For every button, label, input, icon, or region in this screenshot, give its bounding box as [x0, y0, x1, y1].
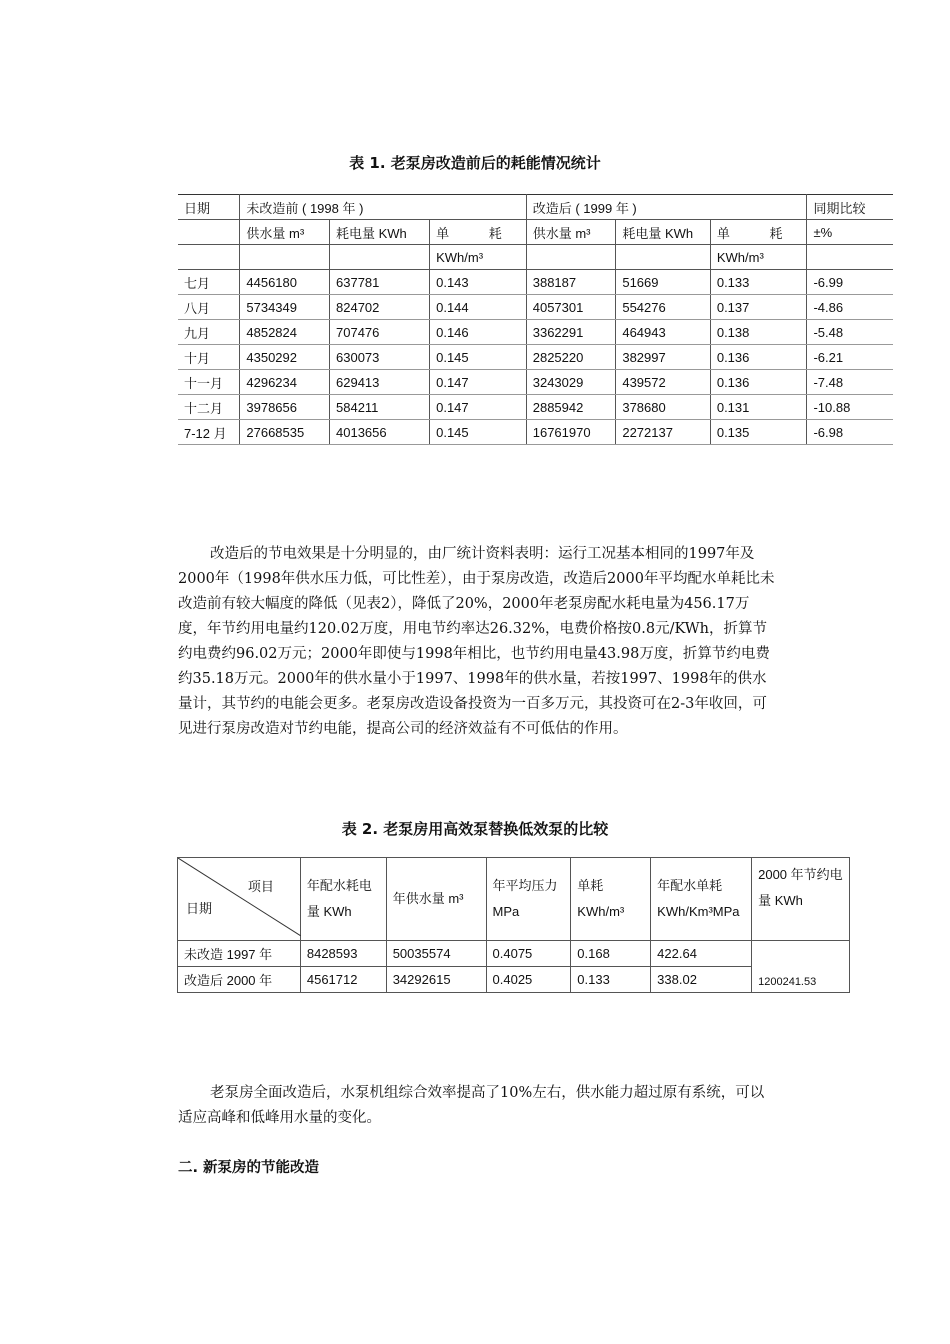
table2-row — [178, 967, 850, 993]
table1-cell: 584211 — [330, 395, 430, 420]
table1-empty-cell — [178, 245, 240, 270]
table1-cell: 707476 — [330, 320, 430, 345]
table2-cell: 0.4075 — [486, 941, 571, 967]
table2-diagonal-header — [178, 858, 301, 941]
table2-caption: 表 2. 老泵房用高效泵替换低效泵的比较 — [341, 820, 609, 838]
table1-cell: 0.144 — [430, 295, 527, 320]
table1-row — [178, 420, 893, 445]
table2-row-label: 未改造 1997 年 — [178, 941, 301, 967]
table1-cell: 4350292 — [240, 345, 330, 370]
table1-unit-header-after: KWh/m³ — [710, 245, 807, 270]
table1-cell: 0.138 — [710, 320, 807, 345]
table1-month-cell: 七月 — [178, 270, 240, 295]
table1-cell: 51669 — [616, 270, 711, 295]
table1-power-header: 耗电量 KWh — [330, 220, 430, 245]
table1-date-header: 日期 — [178, 195, 240, 220]
section-heading: 二. 新泵房的节能改造 — [178, 1160, 320, 1176]
table2-cell: 4561712 — [300, 967, 386, 993]
paragraph-2-text: 老泵房全面改造后，水泵机组综合效率提高了10%左右，供水能力超过原有系统，可以适应高峰和低峰用水量的变化。 — [178, 1085, 765, 1126]
table1-cell: 630073 — [330, 345, 430, 370]
table2-row — [178, 941, 850, 967]
table1-cell: 637781 — [330, 270, 430, 295]
table1-cell: 0.137 — [710, 295, 807, 320]
table2-cell: 50035574 — [386, 941, 486, 967]
table1-cell: 0.146 — [430, 320, 527, 345]
paragraph-efficiency — [178, 1081, 778, 1131]
table1-cell: 4057301 — [526, 295, 616, 320]
table1-unit-header: KWh/m³ — [430, 245, 527, 270]
table1-cell: 439572 — [616, 370, 711, 395]
table2-saving-cell: 1200241.53 — [752, 941, 850, 993]
table1-cell: -7.48 — [807, 370, 893, 395]
table1-cell: 554276 — [616, 295, 711, 320]
table1-cell: 4296234 — [240, 370, 330, 395]
table1-cell: 382997 — [616, 345, 711, 370]
table2-cell: 338.02 — [651, 967, 752, 993]
table2-cell: 34292615 — [386, 967, 486, 993]
table1-cell: -5.48 — [807, 320, 893, 345]
table1-month-cell: 7-12 月 — [178, 420, 240, 445]
table1-empty-cell — [616, 245, 711, 270]
table1-cell: -4.86 — [807, 295, 893, 320]
table2-date-label: 日期 — [186, 901, 213, 916]
table1-cell: 3362291 — [526, 320, 616, 345]
table2-col5-header: 年配水单耗 KWh/Km³MPa — [651, 858, 752, 941]
table2-row-label: 改造后 2000 年 — [178, 967, 301, 993]
table2-col3-header: 年平均压力 MPa — [486, 858, 571, 941]
table1-cell: 27668535 — [240, 420, 330, 445]
table1-month-cell: 九月 — [178, 320, 240, 345]
table1-empty-cell — [240, 245, 330, 270]
table1-month-cell: 八月 — [178, 295, 240, 320]
table1-cell: -10.88 — [807, 395, 893, 420]
table2 — [177, 857, 850, 993]
paragraph-energy-saving — [178, 542, 778, 742]
table1-cell: -6.98 — [807, 420, 893, 445]
table2-col2-header: 年供水量 m³ — [386, 858, 486, 941]
table1-pct-header: ±% — [807, 220, 893, 245]
table1-caption: 表 1. 老泵房改造前后的耗能情况统计 — [349, 154, 601, 172]
table1-row — [178, 395, 893, 420]
table1-cell: 629413 — [330, 370, 430, 395]
table1-cell: 0.147 — [430, 395, 527, 420]
table1-before-header: 未改造前 ( 1998 年 ) — [240, 195, 526, 220]
table1-cell: 824702 — [330, 295, 430, 320]
table1-unit-label-header: 单 耗 — [430, 220, 527, 245]
table2-col4-header: 单耗 KWh/m³ — [571, 858, 651, 941]
table1-power-header-after: 耗电量 KWh — [616, 220, 711, 245]
table1-unit-label-header-after: 单 耗 — [710, 220, 807, 245]
table1-cell: 2272137 — [616, 420, 711, 445]
table1-cell: 0.136 — [710, 345, 807, 370]
table1-header-row-2 — [178, 220, 893, 245]
table1-month-cell: 十一月 — [178, 370, 240, 395]
table1-month-cell: 十二月 — [178, 395, 240, 420]
table1-cell: 5734349 — [240, 295, 330, 320]
table1-cell: 4456180 — [240, 270, 330, 295]
table1-compare-header: 同期比较 — [807, 195, 893, 220]
table1-cell: 2885942 — [526, 395, 616, 420]
table1-header-row-3 — [178, 245, 893, 270]
table1-cell: 378680 — [616, 395, 711, 420]
table1-cell: 0.145 — [430, 345, 527, 370]
table2-item-label: 项目 — [247, 879, 274, 894]
paragraph-1-text: 改造后的节电效果是十分明显的，由厂统计资料表明：运行工况基本相同的1997年及2000年（1998年供水压力低，可比性差），由于泵房改造，改造后2000年平均配水单耗比未改造前有较大幅度的降低（见表2），降低了20%，2000年老泵房配水耗电量为456.17万度，年节约用电量约120.02万度，用电节约率达26.32%，电费价格按0.8元/KWh，折算节约电费约96.02万元；2000年即使与1998年相比，也节约用电量43.98万度，折算节约电费约35.18万元。2000年的供水量小于1997、1998年的供水量，若按1997、1998年的供水量计，其节约的电能会更多。老泵房改造设备投资为一百多万元，其投资可在2-3年收回，可见进行泵房改造对节约电能，提高公司的经济效益有不可低估的作用。 — [178, 546, 775, 737]
table1-empty-cell — [807, 245, 893, 270]
table1-cell: 0.133 — [710, 270, 807, 295]
table2-col6-header: 2000 年节约电量 KWh — [752, 858, 850, 941]
table2-header-row — [178, 858, 850, 941]
table1-cell: -6.21 — [807, 345, 893, 370]
table1-empty-cell — [330, 245, 430, 270]
table1-cell: 0.135 — [710, 420, 807, 445]
table1 — [178, 194, 893, 445]
table1-cell: 0.145 — [430, 420, 527, 445]
table1-cell: 0.136 — [710, 370, 807, 395]
table1-cell: 464943 — [616, 320, 711, 345]
table2-cell: 0.168 — [571, 941, 651, 967]
table1-body — [178, 270, 893, 445]
table1-row — [178, 270, 893, 295]
table1-cell: 16761970 — [526, 420, 616, 445]
table1-cell: -6.99 — [807, 270, 893, 295]
table1-cell: 3978656 — [240, 395, 330, 420]
table1-cell: 4013656 — [330, 420, 430, 445]
table1-cell: 388187 — [526, 270, 616, 295]
table1-cell: 0.131 — [710, 395, 807, 420]
table1-empty-cell — [526, 245, 616, 270]
table2-col1-header: 年配水耗电量 KWh — [300, 858, 386, 941]
table1-row — [178, 295, 893, 320]
table1-header-row-1 — [178, 195, 893, 220]
table2-cell: 0.4025 — [486, 967, 571, 993]
table1-cell: 0.143 — [430, 270, 527, 295]
table1-cell: 4852824 — [240, 320, 330, 345]
table1-supply-header: 供水量 m³ — [240, 220, 330, 245]
table1-cell: 3243029 — [526, 370, 616, 395]
table1-cell: 0.147 — [430, 370, 527, 395]
table1-row — [178, 320, 893, 345]
table1-month-cell: 十月 — [178, 345, 240, 370]
table1-empty-cell — [178, 220, 240, 245]
table1-row — [178, 345, 893, 370]
table1-supply-header-after: 供水量 m³ — [526, 220, 616, 245]
table2-cell: 0.133 — [571, 967, 651, 993]
table1-row — [178, 370, 893, 395]
table2-cell: 8428593 — [300, 941, 386, 967]
table1-after-header: 改造后 ( 1999 年 ) — [526, 195, 807, 220]
table1-cell: 2825220 — [526, 345, 616, 370]
table2-cell: 422.64 — [651, 941, 752, 967]
